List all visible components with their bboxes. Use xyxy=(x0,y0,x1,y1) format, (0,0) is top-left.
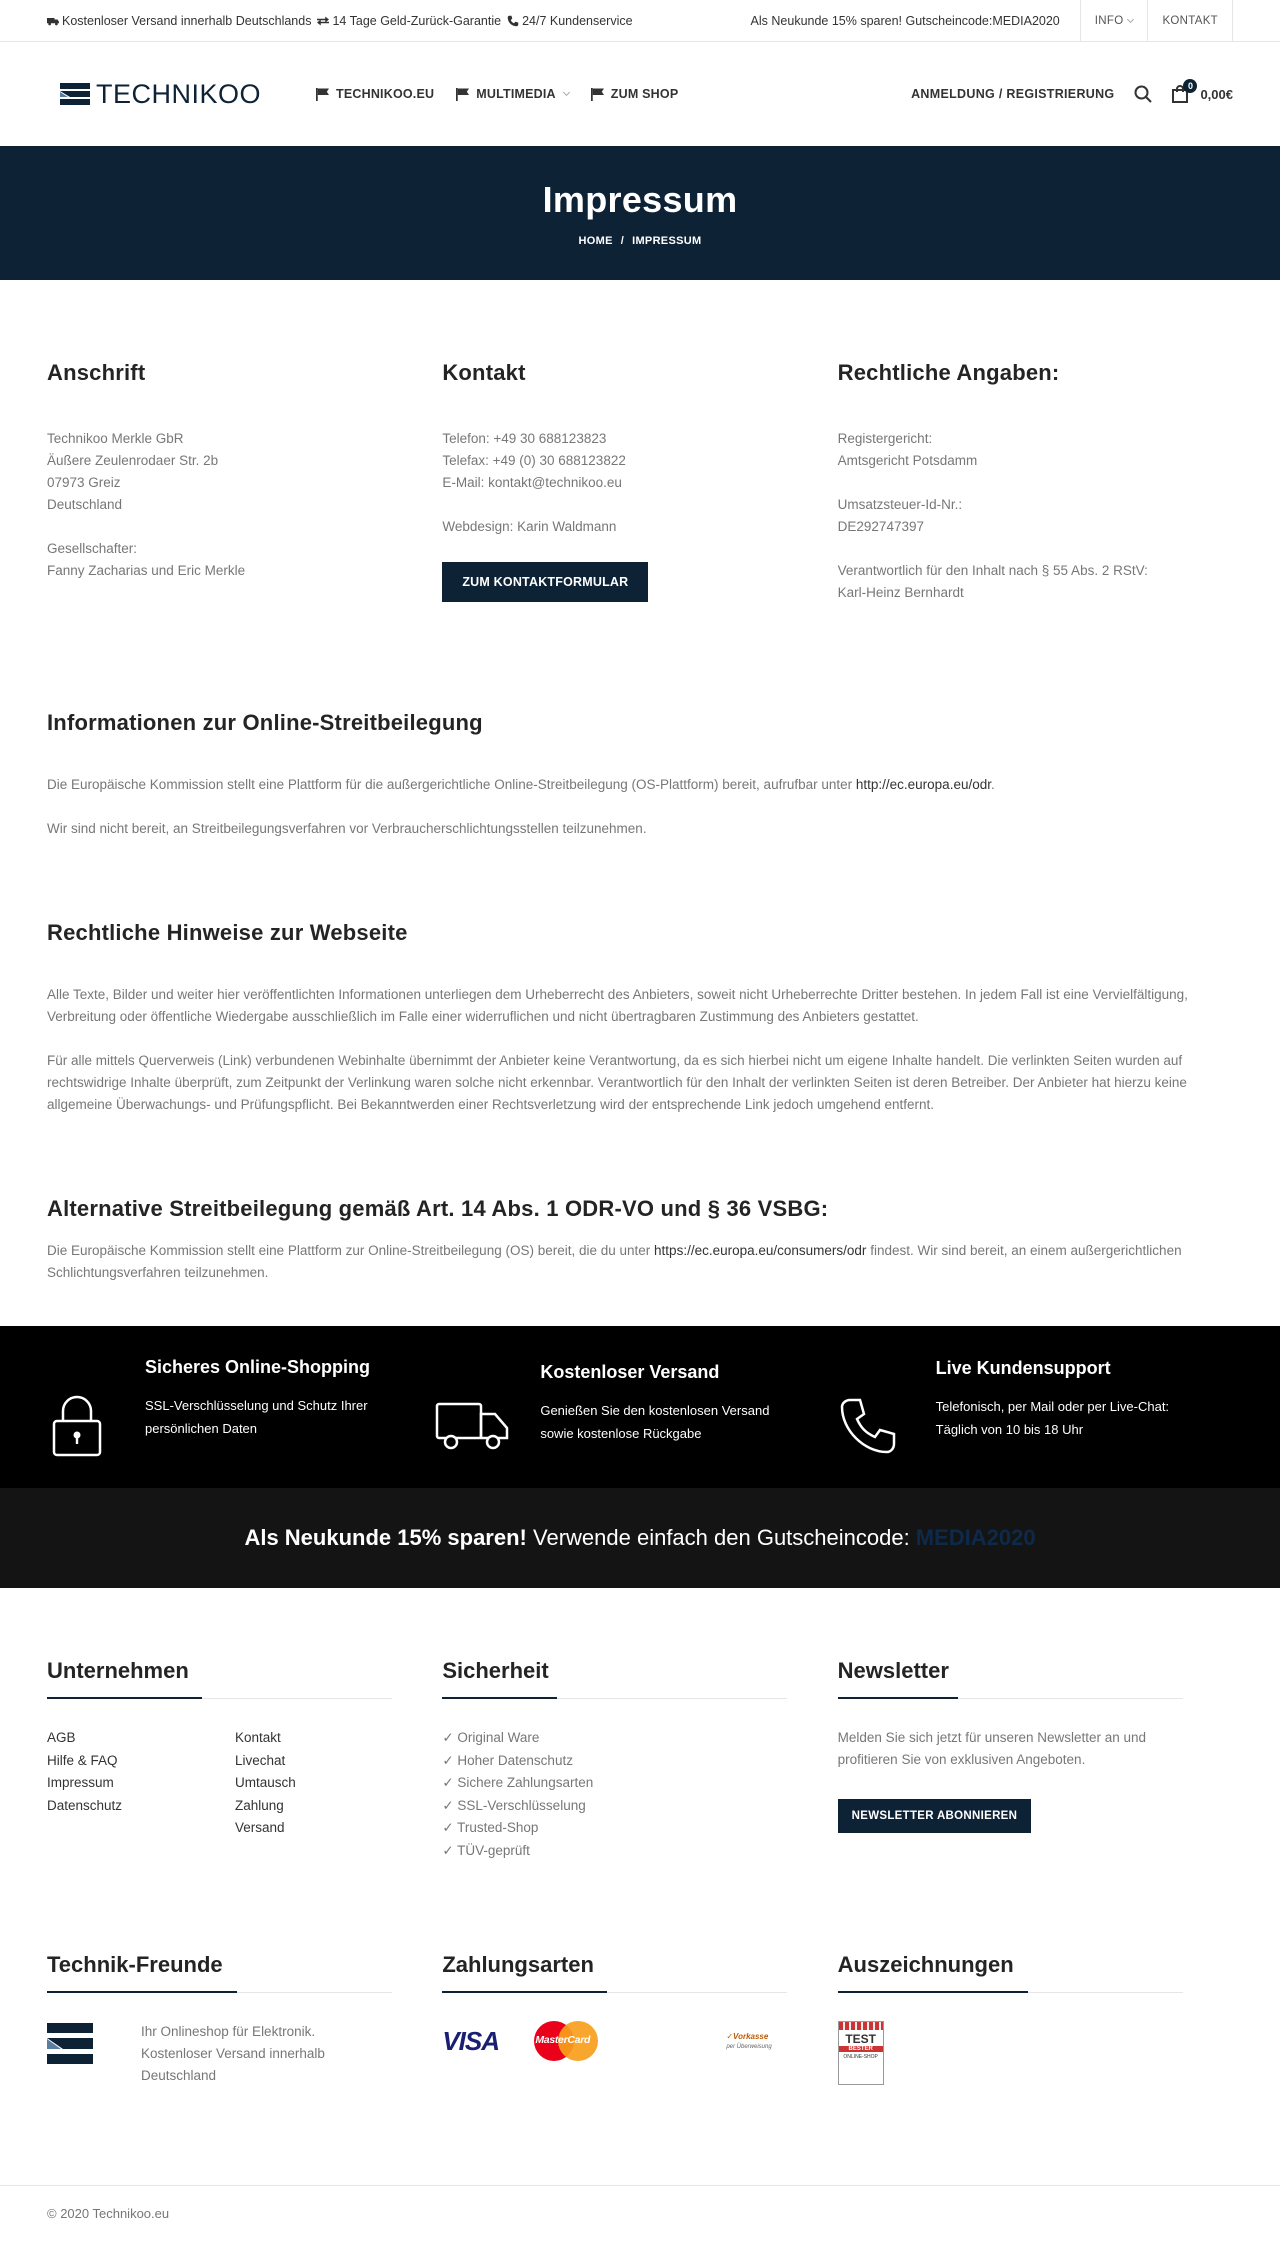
footer-link-agb[interactable]: AGB xyxy=(47,1730,76,1745)
footer-zahlungsarten xyxy=(442,1952,837,2087)
footer-links-col1 xyxy=(47,1727,235,1840)
address-line: Technikoo Merkle GbR xyxy=(47,431,184,446)
kontakt-column xyxy=(442,360,837,604)
payment-logos xyxy=(442,2021,837,2061)
chevron-down-icon xyxy=(1127,15,1134,22)
feature-title: Sicheres Online-Shopping xyxy=(145,1357,371,1377)
footer-about-text: Ihr Onlineshop für Elektronik. Kostenloser Versand innerhalb Deutschland xyxy=(141,2024,325,2083)
flag-icon xyxy=(591,88,604,101)
footer xyxy=(0,1588,1280,2087)
anschrift-column xyxy=(47,360,442,604)
chevron-down-icon xyxy=(563,89,570,96)
main-content xyxy=(0,280,1280,1284)
feature-title: Live Kundensupport xyxy=(935,1358,1111,1378)
footer-heading: Newsletter xyxy=(838,1658,1183,1699)
logo[interactable] xyxy=(60,79,316,110)
award-badge: TEST BESTER ONLINE-SHOP xyxy=(838,2021,884,2085)
webdesign-text: Webdesign: Karin Waldmann xyxy=(442,519,617,534)
breadcrumb-current: IMPRESSUM xyxy=(632,235,702,247)
feature-text: Genießen Sie den kostenlosen Versand sowie kostenlose Rückgabe xyxy=(540,1403,770,1441)
footer-link-zahlung[interactable]: Zahlung xyxy=(235,1797,284,1813)
footer-newsletter xyxy=(838,1658,1233,1862)
coupon-promo-bar xyxy=(0,1488,1280,1588)
address-line: 07973 Greiz xyxy=(47,475,121,490)
nav-multimedia[interactable]: MULTIMEDIA xyxy=(456,87,569,101)
copyright: © 2020 Technikoo.eu xyxy=(0,2185,1280,2243)
search-button[interactable] xyxy=(1134,85,1152,103)
rechtlich-heading: Rechtliche Angaben: xyxy=(837,360,1060,385)
feature-support xyxy=(838,1358,1233,1456)
email-text: E-Mail: kontakt@technikoo.eu xyxy=(442,475,622,490)
exchange-icon xyxy=(317,15,329,27)
footer-auszeichnungen xyxy=(838,1952,1233,2087)
main-nav xyxy=(316,87,911,101)
register-value: Amtsgericht Potsdamm xyxy=(837,453,978,468)
fax-text: Telefax: +49 (0) 30 688123822 xyxy=(442,453,626,468)
alternative-paragraph: Die Europäische Kommission stellt eine Plattform zur Online-Streitbeilegung (OS) bereit, die du unter https://ec.europa.eu/consumers/odr findest. Wir sind bereit, an einem außergerichtlichen Schlichtungsverfahren teilzunehmen. xyxy=(47,1243,1182,1280)
usp-service: 24/7 Kundenservice xyxy=(507,14,633,28)
alternative-heading: Alternative Streitbeilegung gemäß Art. 14 Abs. 1 ODR-VO und § 36 VSBG: xyxy=(47,1196,829,1221)
feature-title: Kostenloser Versand xyxy=(540,1362,720,1382)
vat-value: DE292747397 xyxy=(837,519,924,534)
partners-value: Fanny Zacharias und Eric Merkle xyxy=(47,563,246,578)
main-header xyxy=(0,42,1280,146)
responsible-value: Karl-Heinz Bernhardt xyxy=(837,585,964,600)
list-item: ✓ TÜV-geprüft xyxy=(442,1842,530,1858)
feature-shipping xyxy=(442,1362,837,1452)
partners-label: Gesellschafter: xyxy=(47,541,138,556)
feature-text: SSL-Verschlüsselung und Schutz Ihrer persönlichen Daten xyxy=(145,1398,368,1436)
hinweise-heading: Rechtliche Hinweise zur Webseite xyxy=(47,920,408,945)
flag-icon xyxy=(456,88,469,101)
top-bar xyxy=(0,0,1280,42)
streit-paragraph: Die Europäische Kommission stellt eine Plattform für die außergerichtliche Online-Streitbeilegung (OS-Plattform) bereit, aufrufbar unter http://ec.europa.eu/odr. xyxy=(47,777,995,792)
kontakt-heading: Kontakt xyxy=(442,360,526,385)
feature-secure xyxy=(47,1357,442,1457)
cart-button[interactable] xyxy=(1172,81,1233,103)
streit-heading: Informationen zur Online-Streitbeilegung xyxy=(47,710,483,735)
mastercard-logo: MasterCard xyxy=(534,2021,598,2061)
phone-text: Telefon: +49 30 688123823 xyxy=(442,431,607,446)
vat-label: Umsatzsteuer-Id-Nr.: xyxy=(837,497,963,512)
top-promo-text: Als Neukunde 15% sparen! Gutscheincode:MEDIA2020 xyxy=(750,13,1060,28)
footer-link-umtausch[interactable]: Umtausch xyxy=(235,1775,296,1790)
usp-list xyxy=(47,14,633,28)
logo-text: TECHNIKOO xyxy=(96,78,262,109)
list-item: ✓ Trusted-Shop xyxy=(442,1820,539,1835)
footer-heading: Unternehmen xyxy=(47,1658,392,1699)
footer-freunde xyxy=(47,1952,442,2087)
odr-link[interactable]: http://ec.europa.eu/odr xyxy=(855,777,991,792)
usp-shipping: Kostenloser Versand innerhalb Deutschlands xyxy=(47,14,311,28)
page-title: Impressum xyxy=(542,179,738,220)
cart-icon-wrap xyxy=(1172,81,1193,103)
breadcrumb-separator: / xyxy=(620,235,625,247)
footer-link-versand[interactable]: Versand xyxy=(235,1820,285,1835)
hinweise-paragraph-2: Für alle mittels Querverweis (Link) verbundenen Webinhalte übernimmt der Anbieter keine Verantwortung, da es sich hierbei nicht um eigene Inhalte handelt. Die verlinkten Seiten wurden auf rechtswidrige Inhalte überprüft, zum Zeitpunkt der Verlinkung waren solche nicht erkennbar. Verantwortlich für den Inhalt der verlinkten Seiten ist deren Betreiber. Der Anbieter hat hierzu keine allgemeine Überwachungs- und Prüfungspflicht. Bei Bekanntwerden einer Rechtsverletzung wird der entsprechende Link jedoch umgehend entfernt. xyxy=(47,1053,1187,1112)
contact-form-button[interactable]: ZUM KONTAKTFORMULAR xyxy=(442,562,648,602)
streit-paragraph-2: Wir sind nicht bereit, an Streitbeilegungsverfahren vor Verbraucherschlichtungsstellen teilzunehmen. xyxy=(47,821,647,836)
kontakt-link[interactable]: KONTAKT xyxy=(1147,0,1233,41)
rechtlich-column xyxy=(838,360,1233,604)
footer-link-datenschutz[interactable]: Datenschutz xyxy=(47,1797,123,1813)
list-item: ✓ Original Ware xyxy=(442,1730,540,1745)
footer-link-impressum[interactable]: Impressum xyxy=(47,1775,114,1790)
address-line: Äußere Zeulenrodaer Str. 2b xyxy=(47,453,219,468)
breadcrumb xyxy=(579,235,702,247)
page-title-banner xyxy=(0,146,1280,280)
streit-section xyxy=(47,710,1233,840)
logo-mark-icon xyxy=(47,2021,93,2067)
cart-count-badge: 0 xyxy=(1183,79,1197,93)
breadcrumb-home[interactable]: HOME xyxy=(578,235,613,247)
security-list xyxy=(442,1727,837,1862)
nav-technikoo[interactable]: TECHNIKOO.EU xyxy=(316,87,434,101)
register-label: Registergericht: xyxy=(837,431,933,446)
promo-bold: Als Neukunde 15% sparen! xyxy=(244,1525,527,1550)
logo-mark-icon xyxy=(60,83,90,105)
responsible-label: Verantwortlich für den Inhalt nach § 55 Abs. 2 RStV: xyxy=(837,563,1148,578)
footer-link-livechat[interactable]: Livechat xyxy=(235,1752,286,1768)
lock-icon xyxy=(51,1395,103,1457)
search-icon xyxy=(1134,85,1152,103)
nav-shop[interactable]: ZUM SHOP xyxy=(591,87,679,101)
usp-returns: 14 Tage Geld-Zurück-Garantie xyxy=(317,14,501,28)
footer-row-2 xyxy=(47,1952,1233,2087)
phone-icon xyxy=(507,15,519,27)
newsletter-subscribe-button[interactable]: NEWSLETTER ABONNIEREN xyxy=(838,1799,1032,1833)
top-bar-right xyxy=(751,0,1233,41)
footer-sicherheit xyxy=(442,1658,837,1862)
flag-icon xyxy=(316,88,329,101)
list-item: ✓ SSL-Verschlüsselung xyxy=(442,1797,586,1813)
address-line: Deutschland xyxy=(47,497,123,512)
promo-text: Verwende einfach den Gutscheincode: xyxy=(533,1525,910,1550)
info-columns xyxy=(47,280,1233,604)
header-actions xyxy=(911,81,1233,103)
features-bar xyxy=(0,1326,1280,1488)
footer-heading: Auszeichnungen xyxy=(838,1952,1183,1993)
footer-link-kontakt[interactable]: Kontakt xyxy=(235,1730,281,1745)
footer-heading: Sicherheit xyxy=(442,1658,787,1699)
consumers-odr-link[interactable]: https://ec.europa.eu/consumers/odr xyxy=(654,1243,867,1258)
alternative-section xyxy=(47,1196,1233,1284)
footer-links-col2 xyxy=(235,1727,423,1840)
login-link[interactable]: ANMELDUNG / REGISTRIERUNG xyxy=(911,87,1115,101)
anschrift-heading: Anschrift xyxy=(47,360,146,385)
footer-row-1 xyxy=(47,1658,1233,1862)
truck-icon xyxy=(47,15,59,27)
hinweise-section xyxy=(47,920,1233,1116)
info-menu[interactable]: INFO xyxy=(1080,0,1148,41)
list-item: ✓ Sichere Zahlungsarten xyxy=(442,1775,594,1790)
phone-icon xyxy=(838,1396,898,1456)
truck-icon xyxy=(435,1400,509,1452)
promo-code: MEDIA2020 xyxy=(915,1525,1036,1550)
hinweise-paragraph-1: Alle Texte, Bilder und weiter hier veröffentlichten Informationen unterliegen dem Urheberrecht des Anbieters, soweit nicht Urheberrechte Dritter bestehen. In jedem Fall ist eine Vervielfältigung, Verbreitung oder öffentliche Wiedergabe ausschließlich im Falle einer widerruflichen und nicht übertragbaren Zustimmung des Anbieters gestattet. xyxy=(47,987,1188,1024)
footer-unternehmen xyxy=(47,1658,442,1862)
footer-heading: Technik-Freunde xyxy=(47,1952,392,1993)
visa-logo: VISA xyxy=(442,2025,500,2056)
footer-link-faq[interactable]: Hilfe & FAQ xyxy=(47,1752,118,1768)
vorkasse-logo: ✓Vorkasse per Überweisung xyxy=(726,2032,772,2050)
cart-total: 0,00€ xyxy=(1200,86,1233,102)
footer-heading: Zahlungsarten xyxy=(442,1952,787,1993)
list-item: ✓ Hoher Datenschutz xyxy=(442,1752,573,1768)
newsletter-text: Melden Sie sich jetzt für unseren Newsletter an und profitieren Sie von exklusiven Angeboten. xyxy=(837,1730,1147,1767)
feature-text: Telefonisch, per Mail oder per Live-Chat: Täglich von 10 bis 18 Uhr xyxy=(935,1399,1170,1437)
